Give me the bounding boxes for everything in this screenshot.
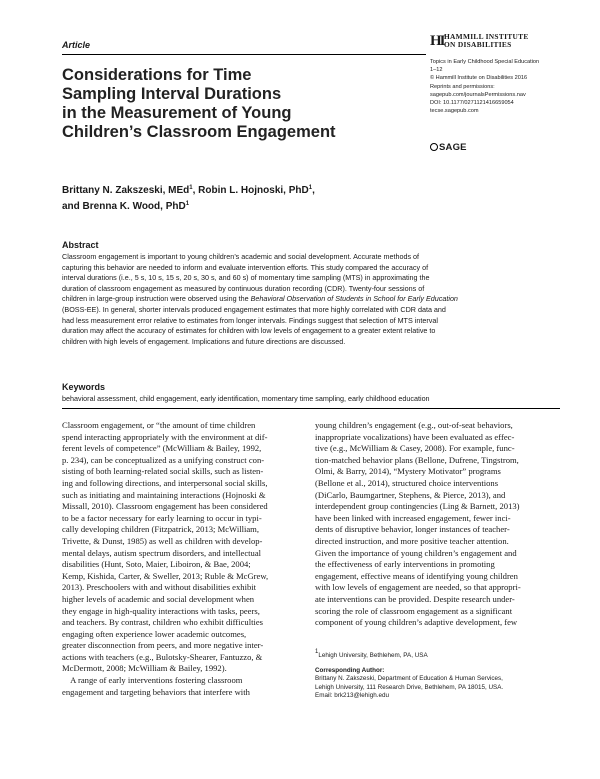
abstract-line: (BOSS-EE). In general, shorter intervals produced engagement estimates that more highly correlated with CDR data and (62, 304, 446, 314)
body-line: McDermott, 2008; McWilliam & Bailey, 1992). (62, 663, 227, 674)
article-type-label: Article (62, 40, 91, 50)
body-line: have been linked with increased engagement, fewer inci- (315, 512, 511, 523)
body-line: Olmi, & Barry, 2014), “Mystery Motivator” programs (315, 466, 501, 477)
logo-line-1: HAMMILL INSTITUTE (444, 32, 529, 41)
corresponding-email[interactable]: Email: brk213@lehigh.edu (315, 692, 389, 700)
body-line: Given the importance of young children’s engagement and (315, 547, 517, 558)
body-line: Kemp, Kishida, Carter, & Sweller, 2013; Ruble & McGrew, (62, 570, 269, 581)
abstract-line: Classroom engagement is important to young children’s academic and social development. Accurate methods of (62, 252, 420, 261)
body-line: directed instruction, and more positive teacher attention. (315, 535, 509, 546)
affiliation-marker: 1 (189, 185, 193, 191)
affiliation-marker: 1 (185, 201, 190, 207)
body-line: ing and following directions, and interpersonal social skills, (62, 477, 268, 488)
title-line: Sampling Interval Durations (62, 85, 282, 103)
body-line: tive (e.g., McWilliam & Casey, 2008). For example, func- (315, 443, 515, 454)
author-3: and Brenna K. Wood, PhD (62, 201, 186, 212)
body-line: A range of early interventions fostering classroom (62, 675, 243, 686)
body-line: scoring the role of classroom engagement as a significant (315, 605, 513, 616)
section-rule (62, 408, 560, 409)
body-line: component of young children’s adaptive development, few (315, 617, 518, 628)
journal-name: Topics in Early Childhood Special Education (430, 59, 540, 65)
sage-circle-icon (430, 143, 438, 151)
keywords-list: behavioral assessment, child engagement, early identification, momentary time sampling, early childhood education (62, 394, 430, 403)
body-line: inappropriate vocalizations) have been evaluated as effec- (315, 431, 515, 442)
journal-logo (430, 33, 570, 49)
abstract-line: children with high levels of engagement. Implications and future directions are discussed. (62, 336, 346, 346)
body-line: dents of disruptive behavior, longer instances of teacher- (315, 524, 510, 535)
abstract-body (62, 252, 560, 347)
keywords-heading: Keywords (62, 382, 106, 392)
body-line: such as initiating and maintaining interactions (Hojnoski & (62, 489, 266, 500)
body-line: young children’s engagement (e.g., out-of-seat behaviors, (315, 420, 513, 430)
body-line: engagement and targeting behaviors that interfere with (62, 686, 250, 697)
permissions-link[interactable]: sagepub.com/journalsPermissions.nav (430, 91, 526, 98)
body-line: disabilities (Hunt, Soto, Maier, Liboiron, & Bae, 2004; (62, 559, 251, 570)
body-line: Trivette, & Dunst, 1985) as well as children with develop- (62, 535, 263, 546)
journal-url[interactable]: tecse.sagepub.com (430, 108, 479, 115)
body-line: ferent levels of competence” (McWilliam & Bailey, 1992, (62, 443, 262, 454)
body-line: engagement, effective means of identifying young children (315, 570, 518, 581)
body-column-left (62, 420, 304, 698)
body-line: and teachers. By contrast, children who exhibit difficulties (62, 617, 264, 628)
body-line: spend interacting appropriately with the environment at dif- (62, 431, 268, 442)
corresponding-heading: Corresponding Author: (315, 666, 385, 674)
author-2: , Robin L. Hojnoski, PhD (192, 185, 309, 196)
body-line: tion-matched behavior plans (Bellone, Dufrene, Tingstrom, (315, 454, 519, 465)
journal-meta (430, 58, 570, 115)
body-line: (DiCarlo, Baumgartner, Stephens, & Pierce, 2013), and (315, 489, 506, 500)
abstract-line: capturing this behavior are needed to inform and evaluate intervention efforts. This study compared the accuracy of (62, 262, 429, 272)
corresponding-line: Brittany N. Zakszeski, Department of Education & Human Services, (315, 675, 503, 683)
author-list (62, 183, 422, 215)
hammill-logo-icon: HI (430, 33, 444, 49)
body-line: Missall, 2010). Classroom engagement has been considered (62, 501, 268, 512)
body-line: to be a factor necessary for early learning to occur in typi- (62, 512, 262, 523)
instrument-name: Behavioral Observation of Students in School for Early Education (250, 294, 458, 304)
affiliation-marker: 1 (315, 649, 319, 655)
body-line: mental delays, autism spectrum disorders, and intellectual (62, 547, 262, 558)
reprints-label: Reprints and permissions: (430, 83, 495, 90)
body-line: engaging often experience lower academic outcomes, (62, 628, 247, 639)
publisher-name: SAGE (439, 142, 467, 153)
abstract-line: interval durations (i.e., 5 s, 10 s, 15 s, 20 s, 30 s, and 60 s) of momentary time sampling (MTS) in approximating the (62, 273, 430, 283)
body-line: cally developing children (Fitzpatrick, 2013; McWilliam, (62, 524, 260, 535)
title-line: Considerations for Time (62, 66, 252, 84)
body-line: with low levels of engagement are needed, so that appropri- (315, 582, 521, 593)
body-line: they engage in high-quality interactions with tasks, peers, (62, 605, 260, 616)
affiliation-note (315, 649, 563, 661)
publisher-logo (430, 142, 467, 153)
author-1: Brittany N. Zakszeski, MEd (62, 185, 190, 196)
abstract-line: duration of classroom engagement as measured by continuous duration recording (CDR). Twenty-four sessions of (62, 283, 425, 293)
title-line: Children’s Classroom Engagement (62, 123, 336, 141)
title-line: in the Measurement of Young (62, 104, 292, 122)
doi-link[interactable]: DOI: 10.1177/0271121416659054 (430, 100, 514, 107)
body-line: p. 234), can be conceptualized as a unifying construct con- (62, 454, 265, 465)
body-line: the effectiveness of early interventions in promoting (315, 559, 495, 570)
corresponding-line: Lehigh University, 111 Research Drive, Bethlehem, PA 18015, USA. (315, 683, 504, 691)
article-title (62, 66, 422, 142)
logo-line-2: ON DISABILITIES (444, 40, 512, 49)
body-line: ate interventions can be provided. Despite research under- (315, 593, 515, 604)
body-line: greater disconnection from peers, and more negative inter- (62, 640, 264, 651)
abstract-line: duration may affect the accuracy of estimates for children with low levels of engagement to a greater extent relative to (62, 326, 436, 336)
page-range: 1–12 (430, 67, 443, 74)
affiliation-text: Lehigh University, Bethlehem, PA, USA (318, 652, 428, 659)
body-line: actions with teachers (e.g., Bulotsky-Shearer, Fantuzzo, & (62, 651, 263, 662)
body-line: (Bellone et al., 2014), structured choice interventions (315, 477, 499, 488)
author-line-2 (62, 199, 422, 215)
header-rule (62, 54, 426, 55)
body-line: 2013). Preschoolers with and without disabilities exhibit (62, 582, 257, 593)
copyright: © Hammill Institute on Disabilities 2016 (430, 75, 528, 82)
author-separator: , (312, 185, 315, 196)
body-line: Classroom engagement, or “the amount of time children (62, 420, 256, 430)
author-line-1 (62, 183, 422, 199)
abstract-line: children in large-group instruction were observed using the Behavioral Observation of Students in School for Early Education (62, 294, 458, 304)
body-line: higher levels of academic and social development when (62, 593, 255, 604)
abstract-line: had less measurement error relative to estimates from longer intervals. Findings suggest that selection of MTS interval (62, 315, 438, 325)
affiliation-marker: 1 (308, 185, 313, 191)
body-line: sisting of both learning-related social skills, such as listen- (62, 466, 264, 477)
abstract-heading: Abstract (62, 240, 99, 250)
body-line: interdependent group contingencies (Ling & Barnett, 2013) (315, 501, 520, 512)
body-column-right (315, 420, 563, 629)
footnote-block (315, 649, 563, 701)
